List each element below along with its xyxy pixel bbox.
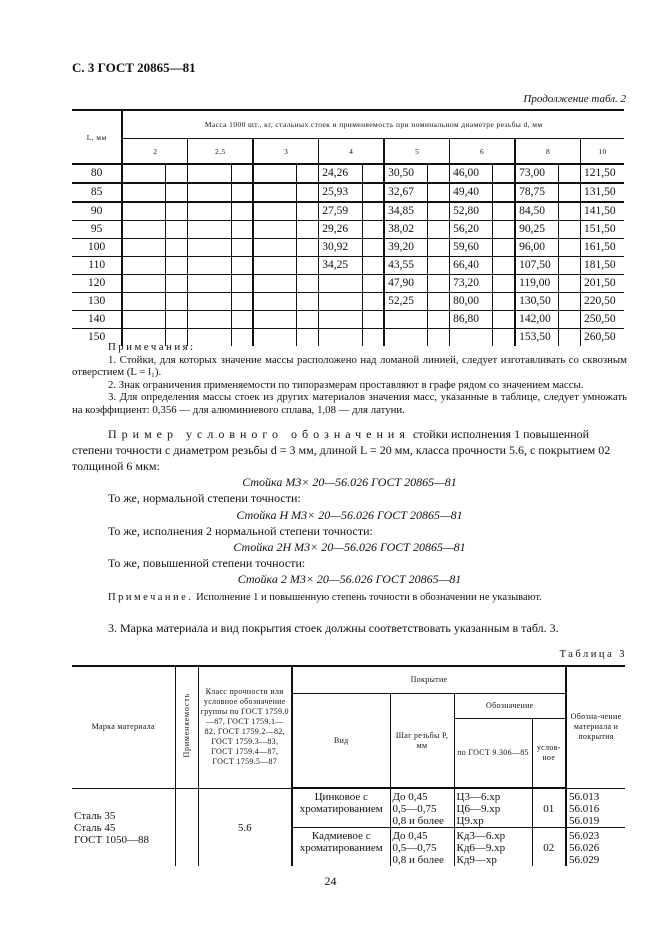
mass-cell — [253, 239, 296, 257]
applicability-cell — [166, 202, 188, 221]
table-row — [72, 275, 624, 293]
table-row — [72, 239, 624, 257]
mass-cell: 121,50 — [581, 164, 624, 183]
length-cell: 110 — [72, 257, 122, 275]
pitch-cell: До 0,45 0,5—0,75 0,8 и более — [390, 788, 454, 828]
note-item: 2. Знак ограничения применяемости по типоразмерам проставляют в графе рядом со значением массы. — [108, 378, 584, 391]
header-coating: Покрытие — [292, 666, 566, 694]
applicability-cell — [493, 293, 515, 311]
length-cell: 120 — [72, 275, 122, 293]
l-column-header: L, мм — [72, 110, 122, 164]
mass-cell: 29,26 — [319, 221, 362, 239]
table-row — [72, 311, 624, 329]
header-designation: Обозначение — [454, 694, 566, 719]
coating-type: Кадмиевое с хроматированием — [292, 828, 390, 867]
mass-cell: 34,25 — [319, 257, 362, 275]
mass-cell — [188, 239, 231, 257]
conditional-code: 02 — [532, 828, 566, 867]
mass-group-header: Масса 1000 шт., кг, стальных стоек и применяемость при номинальном диаметре резьбы d, мм — [122, 110, 624, 139]
applicability-cell — [231, 164, 253, 183]
gost-designation: Ц3—6.хр Ц6—9.хр Ц9.хр — [454, 788, 532, 828]
applicability-cell — [362, 257, 384, 275]
mass-cell: 49,40 — [450, 183, 493, 202]
note-lead: Примечание. — [108, 591, 194, 603]
applicability-cell — [427, 164, 449, 183]
notes-title: Примечания: — [108, 341, 196, 353]
applicability-cell — [362, 221, 384, 239]
applicability-cell — [362, 293, 384, 311]
mass-cell: 27,59 — [319, 202, 362, 221]
example-formula: Стойка Н М3× 20—56.026 ГОСТ 20865—81 — [236, 507, 463, 522]
applicability-cell — [558, 275, 580, 293]
mass-cell: 39,20 — [384, 239, 427, 257]
header-material: Марка материала — [72, 666, 175, 788]
applicability-cell — [166, 183, 188, 202]
mass-cell — [122, 311, 165, 329]
applicability-cell — [362, 275, 384, 293]
table-row — [72, 164, 624, 183]
mass-cell: 30,92 — [319, 239, 362, 257]
mass-cell — [122, 164, 165, 183]
mass-cell — [188, 293, 231, 311]
length-cell: 130 — [72, 293, 122, 311]
applicability-cell — [297, 202, 319, 221]
mass-cell: 96,00 — [515, 239, 558, 257]
mass-cell — [253, 183, 296, 202]
mass-cell — [188, 221, 231, 239]
materials-table — [72, 665, 625, 866]
mass-cell: 201,50 — [581, 275, 624, 293]
material-coating-code: 56.013 56.016 56.019 — [566, 788, 625, 828]
header-material-coating: Обозна-чение материала и покрытия — [566, 666, 625, 788]
header-conditional: услов-ное — [532, 719, 566, 789]
applicability-cell — [427, 221, 449, 239]
mass-cell — [384, 311, 427, 329]
mass-cell: 153,50 — [515, 329, 558, 347]
applicability-cell — [493, 221, 515, 239]
diameter-header: 3 — [253, 139, 318, 165]
applicability-cell — [427, 311, 449, 329]
lower-content — [72, 341, 627, 889]
mass-cell — [253, 257, 296, 275]
example-lead: Пример условного обозначения — [108, 426, 410, 441]
example-text: стойки исполнения 1 повышенной степени точности с диаметром резьбы d = 3 мм, длиной L = 20 мм, класса прочности 5.6, с покрытием 02 толщиной 6 мкм: — [72, 426, 611, 473]
applicability-cell — [558, 239, 580, 257]
applicability-cell — [166, 293, 188, 311]
applicability-cell — [362, 311, 384, 329]
mass-cell: 66,40 — [450, 257, 493, 275]
mass-cell — [188, 202, 231, 221]
applicability-cell — [558, 293, 580, 311]
notes-section — [72, 341, 627, 417]
mass-cell — [319, 311, 362, 329]
diameter-header: 4 — [319, 139, 384, 165]
mass-table — [72, 109, 624, 346]
applicability-cell — [166, 311, 188, 329]
header-pitch: Шаг резьбы P, мм — [390, 694, 454, 789]
mass-cell: 220,50 — [581, 293, 624, 311]
diameter-header: 10 — [581, 139, 624, 165]
applicability-cell — [231, 221, 253, 239]
applicability-cell — [297, 164, 319, 183]
applicability-cell — [362, 183, 384, 202]
mass-cell: 73,00 — [515, 164, 558, 183]
material-cell: Сталь 35 Сталь 45 ГОСТ 1050—88 — [72, 788, 175, 866]
mass-cell: 260,50 — [581, 329, 624, 347]
applicability-cell — [231, 311, 253, 329]
length-cell: 90 — [72, 202, 122, 221]
note-item: 1. Стойки, для которых значение массы расположено над ломаной линией, следует изготавливать со сквозным отверстием (L = l₁). — [72, 353, 627, 379]
applicability-cell — [493, 257, 515, 275]
length-cell: 140 — [72, 311, 122, 329]
page-header-title: С. 3 ГОСТ 20865—81 — [72, 60, 196, 75]
example-formula: Стойка 2 М3× 20—56.026 ГОСТ 20865—81 — [237, 572, 462, 587]
applicability-cell — [493, 202, 515, 221]
coating-type: Цинковое с хроматированием — [292, 788, 390, 828]
header-type: Вид — [292, 694, 390, 789]
gost-designation: Кд3—6.хр Кд6—9.хр Кд9—хр — [454, 828, 532, 867]
applicability-cell — [558, 183, 580, 202]
mass-cell: 78,75 — [515, 183, 558, 202]
example-formula: Стойка М3× 20—56.026 ГОСТ 20865—81 — [242, 475, 457, 490]
applicability-cell — [231, 257, 253, 275]
mass-cell — [188, 311, 231, 329]
mass-cell — [122, 183, 165, 202]
applicability-cell — [297, 311, 319, 329]
mass-cell: 151,50 — [581, 221, 624, 239]
table3-title: Таблица 3 — [559, 649, 627, 660]
mass-cell: 59,60 — [450, 239, 493, 257]
applicability-cell — [493, 183, 515, 202]
mass-cell: 107,50 — [515, 257, 558, 275]
mass-cell — [122, 293, 165, 311]
mass-cell: 131,50 — [581, 183, 624, 202]
applicability-cell — [175, 788, 198, 866]
mass-cell: 141,50 — [581, 202, 624, 221]
class-cell: 5.6 — [198, 788, 292, 866]
length-cell: 100 — [72, 239, 122, 257]
designation-example — [72, 426, 627, 636]
applicability-cell — [231, 293, 253, 311]
mass-cell — [253, 311, 296, 329]
example-caption: То же, исполнения 2 нормальной степени точности: — [108, 523, 373, 538]
length-cell: 150 — [72, 329, 122, 347]
applicability-cell — [297, 221, 319, 239]
mass-cell: 30,50 — [384, 164, 427, 183]
mass-cell — [122, 275, 165, 293]
header-gost: по ГОСТ 9.306—85 — [454, 719, 532, 789]
applicability-cell — [427, 183, 449, 202]
mass-cell — [122, 257, 165, 275]
applicability-cell — [558, 311, 580, 329]
applicability-cell — [493, 311, 515, 329]
diameter-header: 5 — [384, 139, 449, 165]
material-coating-code: 56.023 56.026 56.029 — [566, 828, 625, 867]
mass-cell: 80,00 — [450, 293, 493, 311]
applicability-cell — [297, 293, 319, 311]
mass-cell: 46,00 — [450, 164, 493, 183]
applicability-cell — [427, 202, 449, 221]
table-row — [72, 293, 624, 311]
applicability-cell — [493, 275, 515, 293]
table-row — [72, 221, 624, 239]
note-item: 3. Для определения массы стоек из других материалов значения масс, указанные в таблице, следует умножать на коэффициент: 0,356 — для алюминиевого сплава, 1,08 — для латуни. — [72, 391, 627, 416]
mass-cell — [122, 202, 165, 221]
applicability-cell — [558, 221, 580, 239]
mass-cell: 73,20 — [450, 275, 493, 293]
diameter-header: 8 — [515, 139, 580, 165]
mass-cell — [253, 202, 296, 221]
mass-cell — [122, 239, 165, 257]
example-caption: То же, повышенной степени точности: — [108, 556, 306, 571]
table-row — [72, 257, 624, 275]
table-continuation-label: Продолжение табл. 2 — [523, 93, 626, 105]
applicability-cell — [166, 239, 188, 257]
mass-cell — [188, 257, 231, 275]
mass-cell: 32,67 — [384, 183, 427, 202]
applicability-cell — [427, 275, 449, 293]
mass-cell: 24,26 — [319, 164, 362, 183]
applicability-cell — [166, 257, 188, 275]
mass-cell: 52,25 — [384, 293, 427, 311]
mass-cell: 84,50 — [515, 202, 558, 221]
note-text: Исполнение 1 и повышенную степень точности в обозначении не указывают. — [193, 591, 542, 603]
example-formula: Стойка 2Н М3× 20—56.026 ГОСТ 20865—81 — [233, 539, 466, 554]
pitch-cell: До 0,45 0,5—0,75 0,8 и более — [390, 828, 454, 867]
mass-cell: 119,00 — [515, 275, 558, 293]
applicability-cell — [427, 293, 449, 311]
header-applicability: Применяемость — [175, 666, 198, 788]
diameter-header: 6 — [450, 139, 515, 165]
mass-cell — [319, 275, 362, 293]
length-cell: 85 — [72, 183, 122, 202]
applicability-cell — [558, 164, 580, 183]
applicability-cell — [362, 239, 384, 257]
table-row — [72, 183, 624, 202]
mass-cell — [319, 293, 362, 311]
mass-cell: 250,50 — [581, 311, 624, 329]
applicability-cell — [362, 202, 384, 221]
clause-3: 3. Марка материала и вид покрытия стоек должны соответствовать указанным в табл. 3. — [108, 620, 559, 635]
applicability-cell — [297, 257, 319, 275]
applicability-cell — [362, 164, 384, 183]
applicability-cell — [231, 275, 253, 293]
mass-cell: 47,90 — [384, 275, 427, 293]
mass-cell: 142,00 — [515, 311, 558, 329]
applicability-cell — [166, 221, 188, 239]
applicability-cell — [427, 239, 449, 257]
table-row — [72, 202, 624, 221]
mass-cell: 90,25 — [515, 221, 558, 239]
mass-cell: 52,80 — [450, 202, 493, 221]
mass-cell: 130,50 — [515, 293, 558, 311]
mass-cell — [253, 164, 296, 183]
length-cell: 80 — [72, 164, 122, 183]
applicability-cell — [297, 275, 319, 293]
mass-cell: 38,02 — [384, 221, 427, 239]
example-caption: То же, нормальной степени точности: — [108, 491, 301, 506]
mass-cell — [122, 221, 165, 239]
applicability-cell — [558, 257, 580, 275]
mass-cell — [253, 293, 296, 311]
applicability-cell — [558, 202, 580, 221]
page-number: 24 — [324, 874, 337, 888]
applicability-cell — [297, 239, 319, 257]
applicability-cell — [493, 164, 515, 183]
applicability-cell — [166, 275, 188, 293]
conditional-code: 01 — [532, 788, 566, 828]
mass-cell: 86,80 — [450, 311, 493, 329]
mass-cell: 34,85 — [384, 202, 427, 221]
mass-cell — [188, 275, 231, 293]
length-cell: 95 — [72, 221, 122, 239]
mass-cell — [188, 183, 231, 202]
diameter-header: 2,5 — [188, 139, 253, 165]
applicability-cell — [231, 202, 253, 221]
mass-cell: 181,50 — [581, 257, 624, 275]
mass-cell — [253, 275, 296, 293]
applicability-cell — [166, 164, 188, 183]
mass-cell — [253, 221, 296, 239]
diameter-header: 2 — [122, 139, 187, 165]
mass-cell: 25,93 — [319, 183, 362, 202]
applicability-cell — [297, 183, 319, 202]
applicability-cell — [231, 183, 253, 202]
mass-cell: 43,55 — [384, 257, 427, 275]
applicability-cell — [231, 239, 253, 257]
mass-cell — [188, 164, 231, 183]
applicability-cell — [427, 257, 449, 275]
header-class: Класс прочности или условное обозначение группы по ГОСТ 1759.0—87, ГОСТ 1759.1—82, ГОСТ 1759.2—82, ГОСТ 1759.3—83, ГОСТ 1759.4—87, ГОСТ 1759.5—87 — [198, 666, 292, 788]
applicability-cell — [493, 239, 515, 257]
mass-cell: 161,50 — [581, 239, 624, 257]
mass-cell: 56,20 — [450, 221, 493, 239]
